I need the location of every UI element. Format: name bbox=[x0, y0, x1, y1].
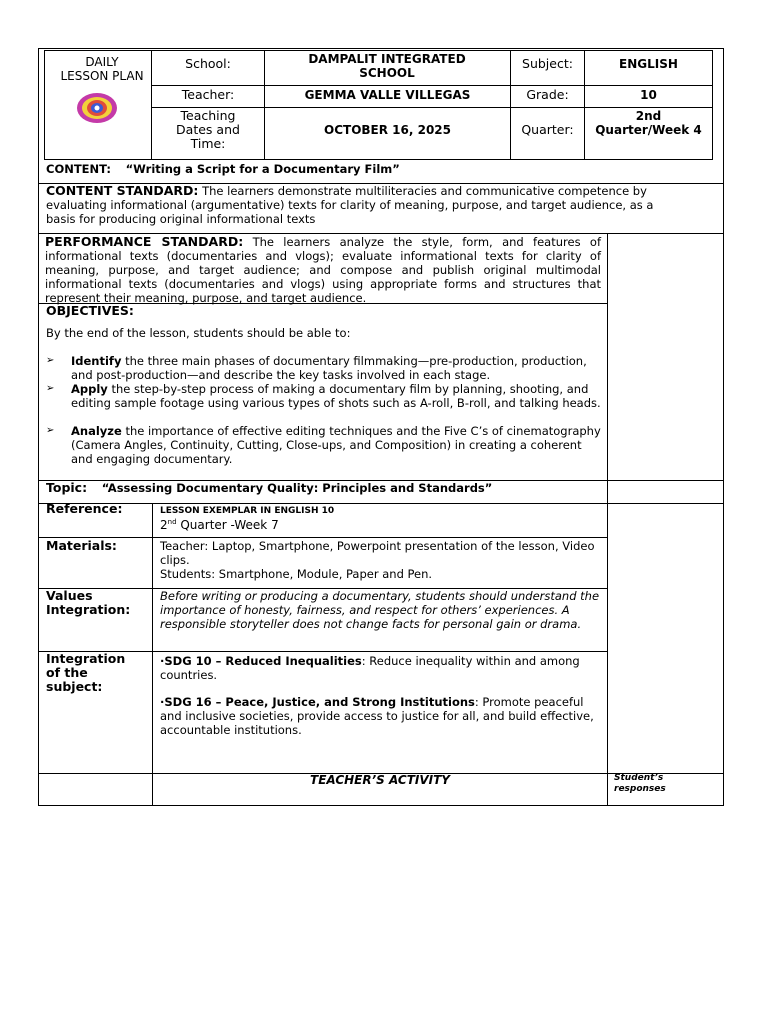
content-standard-label: CONTENT STANDARD: bbox=[46, 183, 199, 198]
school-logo bbox=[76, 92, 118, 124]
values-text: Before writing or producing a documentary, students should understand the importance of honesty, fairness, and respect for others’ experiences. A responsible storyteller does not change facts for personal gain or drama. bbox=[160, 589, 600, 631]
dates-value: OCTOBER 16, 2025 bbox=[324, 123, 451, 137]
school-value: DAMPALIT INTEGRATED SCHOOL bbox=[308, 52, 466, 80]
dlp-label: DAILY LESSON PLAN bbox=[60, 55, 144, 83]
performance-standard-label: PERFORMANCE STANDARD: bbox=[45, 234, 244, 249]
subject-value: ENGLISH bbox=[619, 57, 678, 71]
bullet-icon: ➢ bbox=[46, 383, 55, 394]
grade-value: 10 bbox=[640, 88, 657, 102]
teacher-label: Teacher: bbox=[181, 87, 235, 102]
school-label: School: bbox=[185, 56, 231, 71]
objective-item-2: Apply the step-by-step process of making a documentary film by planning, shooting, and editing sample footage using various types of shots such as A-roll, B-roll, and talking heads. bbox=[71, 382, 601, 410]
dates-label: Teaching Dates and Time: bbox=[176, 108, 240, 151]
performance-standard-text: The learners analyze the style, form, and features of informational texts (documentaries and vlogs); evaluate informational texts for clarity of meaning, purpose, and target audience; and compose and publish original multimodal informational texts (documentaries and vlogs) using appropriate forms and structures that represent their meaning, purpose, and target audience. bbox=[45, 235, 602, 305]
quarter-label: Quarter: bbox=[521, 122, 574, 137]
teacher-value: GEMMA VALLE VILLEGAS bbox=[304, 88, 471, 102]
content-label: CONTENT: bbox=[46, 162, 111, 176]
topic-value: “Assessing Documentary Quality: Principles and Standards” bbox=[101, 481, 493, 495]
objective-item-1: Identify the three main phases of documentary filmmaking—pre-production, production, and post-production—and describe the key tasks involved in each stage. bbox=[71, 354, 587, 382]
content-standard bbox=[46, 184, 672, 226]
topic-label: Topic: bbox=[46, 480, 88, 495]
quarter-value: 2nd Quarter/Week 4 bbox=[595, 109, 702, 137]
bullet-icon: ➢ bbox=[46, 355, 55, 366]
reference-label: Reference: bbox=[46, 501, 123, 516]
sdg16: ·SDG 16 – Peace, Justice, and Strong Institutions: Promote peaceful and inclusive societies, provide access to justice for all, and build effective, accountable institutions. bbox=[160, 695, 594, 737]
materials-label: Materials: bbox=[46, 538, 117, 553]
sdg10: ·SDG 10 – Reduced Inequalities: Reduce inequality within and among countries. bbox=[160, 654, 580, 682]
objectives-intro: By the end of the lesson, students should be able to: bbox=[46, 326, 351, 340]
reference-line1: LESSON EXEMPLAR IN ENGLISH 10 bbox=[160, 506, 335, 516]
topic-row bbox=[46, 481, 606, 495]
values-label: Values Integration: bbox=[46, 588, 131, 617]
teacher-activity-label: TEACHER’S ACTIVITY bbox=[310, 773, 450, 787]
bullet-icon: ➢ bbox=[46, 425, 55, 436]
materials-teacher: Teacher: Laptop, Smartphone, Powerpoint presentation of the lesson, Video clips. bbox=[160, 539, 595, 567]
objectives-label: OBJECTIVES: bbox=[46, 303, 134, 318]
reference-line2: 2nd Quarter -Week 7 bbox=[160, 518, 279, 532]
performance-standard bbox=[45, 235, 601, 305]
content-standard-text: The learners demonstrate multiliteracies and communicative competence by evaluating informational (argumentative) texts for clarity of meaning, purpose, and target audience, as a basis for producing original informational texts bbox=[46, 184, 654, 226]
subject-label: Subject: bbox=[522, 56, 573, 71]
objective-item-3: Analyze the importance of effective editing techniques and the Five C’s of cinematography (Camera Angles, Continuity, Cutting, Close-ups, and Composition) in creating a coherent and engaging documentary. bbox=[71, 424, 601, 466]
materials-students: Students: Smartphone, Module, Paper and Pen. bbox=[160, 567, 433, 581]
student-responses-label: Student’s responses bbox=[614, 773, 666, 794]
content-value: “Writing a Script for a Documentary Film” bbox=[125, 162, 400, 176]
grade-label: Grade: bbox=[526, 87, 569, 102]
integration-label: Integration of the subject: bbox=[46, 651, 126, 694]
content-row bbox=[46, 162, 716, 176]
